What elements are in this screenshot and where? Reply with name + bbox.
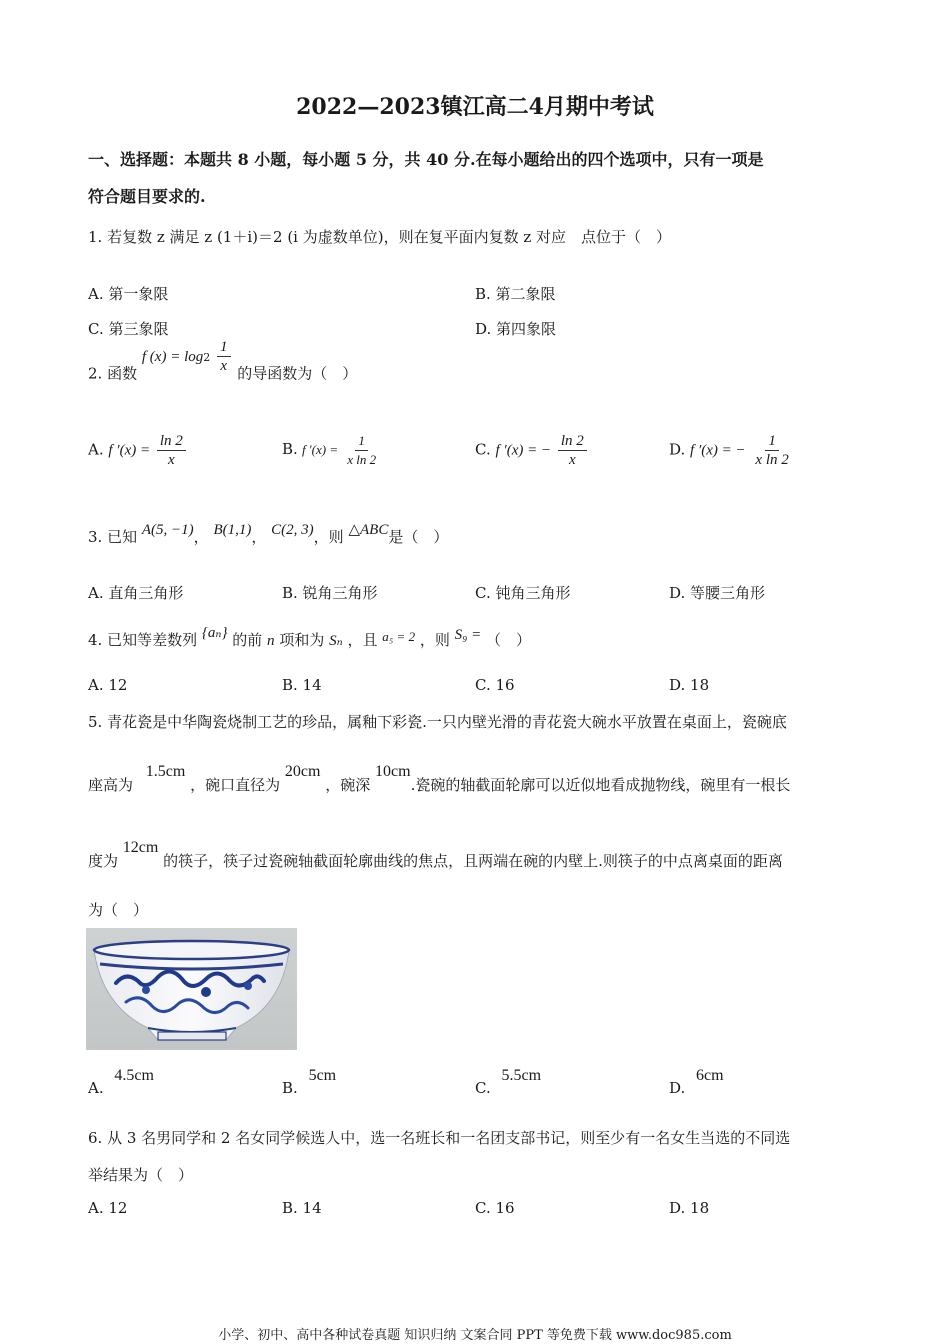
q5-option-b-value: 5cm — [308, 1067, 337, 1084]
q2-option-b-num: 1 — [355, 432, 368, 451]
q2-option-a-den: x — [168, 452, 175, 468]
q4-option-b: B. 14 — [282, 676, 322, 694]
q3-suffix: 是（ ） — [388, 528, 449, 546]
q5-text-b: ，碗口直径为 — [190, 776, 281, 794]
q2-option-c-den: x — [569, 452, 576, 468]
q2-option-a — [88, 432, 188, 469]
q1-option-b: B. 第二象限 — [475, 285, 556, 303]
q5-rim-diameter: 20cm — [284, 763, 321, 780]
q4-text-2: 项和为 — [279, 631, 325, 649]
q5-option-d — [669, 1066, 724, 1097]
q3-point-b: B(1,1) — [213, 522, 252, 538]
q3-option-a: A. 直角三角形 — [88, 584, 184, 602]
q3-option-c: C. 钝角三角形 — [475, 584, 571, 602]
q4-text-4: ，则 — [419, 631, 450, 649]
question-5-line2 — [88, 763, 791, 795]
q2-option-a-label: A. — [88, 440, 104, 459]
q2-option-d-den: x ln 2 — [755, 452, 789, 468]
question-5-line4: 为（ ） — [88, 901, 149, 919]
q3-point-c: C(2, 3) — [271, 522, 314, 538]
q2-option-d — [669, 432, 794, 469]
q5-text-f: 的筷子，筷子过瓷碗轴截面轮廓曲线的焦点，且两端在碗的内壁上.则筷子的中点离桌面的距离 — [163, 852, 783, 870]
q5-depth: 10cm — [375, 763, 411, 780]
q2-option-d-label: D. — [669, 440, 686, 459]
q4-option-d: D. 18 — [669, 676, 710, 694]
page-title: 2022—2023镇江高二4月期中考试 — [296, 94, 654, 120]
q4-sequence: {aₙ} — [201, 625, 228, 641]
q3-then: ，则 — [313, 528, 344, 546]
q6-option-d: D. 18 — [669, 1199, 710, 1217]
q4-condition: a₅ = 2 — [382, 629, 416, 644]
q3-option-b: B. 锐角三角形 — [282, 584, 378, 602]
q5-option-a — [88, 1066, 154, 1097]
question-2-stem — [88, 339, 358, 393]
bowl-icon — [86, 928, 297, 1050]
q4-option-a: A. 12 — [88, 676, 128, 694]
q5-option-d-label: D. — [669, 1079, 686, 1097]
page-footer: 小学、初中、高中各种试卷真题 知识归纳 文案合同 PPT 等免费下载 www.doc985.com — [218, 1328, 732, 1343]
q2-option-c — [475, 432, 589, 469]
q4-s9: S₉ = — [454, 627, 482, 643]
q5-text-c: ，碗深 — [325, 776, 371, 794]
section-heading-line1: 一、选择题：本题共 8 小题，每小题 5 分，共 40 分.在每小题给出的四个选项中，只有一项是 — [88, 150, 764, 169]
q6-option-b: B. 14 — [282, 1199, 322, 1217]
question-6-line2: 举结果为（ ） — [88, 1166, 194, 1184]
question-4-stem — [88, 625, 532, 650]
q3-point-a: A(5, −1) — [141, 522, 194, 538]
q4-prefix: 4. 已知等差数列 — [88, 631, 198, 649]
q3-prefix: 3. 已知 — [88, 528, 138, 546]
q5-option-c-value: 5.5cm — [501, 1067, 542, 1084]
q5-option-a-value: 4.5cm — [114, 1067, 154, 1084]
q4-text-1: 的前 — [232, 631, 263, 649]
q5-chopstick-length: 12cm — [122, 839, 159, 856]
q4-suffix: （ ） — [486, 631, 532, 649]
q4-option-c: C. 16 — [475, 676, 515, 694]
q2-option-c-lhs: f ′(x) = − — [495, 442, 552, 459]
q2-prefix: 2. 函数 — [88, 364, 138, 383]
question-6-line1: 6. 从 3 名男同学和 2 名女同学候选人中，选一名班长和一名团支部书记，则至少有一名女生当选的不同选 — [88, 1129, 791, 1147]
q2-function-fraction — [217, 338, 231, 375]
q2-fraction-denominator: x — [220, 358, 228, 374]
q5-option-a-label: A. — [88, 1079, 104, 1097]
q5-text-d: .瓷碗的轴截面轮廓可以近似地看成抛物线，碗里有一根长 — [410, 776, 791, 794]
question-5-line3 — [88, 839, 783, 871]
q3-sep-2: ， — [251, 528, 267, 546]
q2-function-lhs: f (x) = log — [141, 348, 204, 365]
q2-option-b-lhs: f ′(x) = — [301, 442, 339, 457]
q1-option-c: C. 第三象限 — [88, 320, 169, 338]
q2-option-c-num: ln 2 — [558, 432, 587, 451]
q2-suffix: 的导函数为（ ） — [237, 364, 358, 383]
question-3-stem — [88, 522, 449, 547]
q2-option-a-num: ln 2 — [157, 432, 186, 451]
q4-n: n — [267, 633, 275, 649]
q5-option-b — [282, 1066, 337, 1097]
q6-option-c: C. 16 — [475, 1199, 515, 1217]
q2-option-c-label: C. — [475, 440, 491, 459]
q5-option-b-label: B. — [282, 1079, 298, 1097]
q1-option-a: A. 第一象限 — [88, 285, 169, 303]
q2-option-b-label: B. — [282, 440, 298, 458]
section-heading-line2: 符合题目要求的. — [88, 187, 206, 206]
q6-option-a: A. 12 — [88, 1199, 128, 1217]
blue-white-porcelain-bowl-photo — [86, 928, 297, 1050]
q2-option-b — [282, 432, 381, 469]
q5-option-d-value: 6cm — [696, 1067, 724, 1084]
q5-option-c — [475, 1066, 542, 1097]
q3-option-d: D. 等腰三角形 — [669, 584, 766, 602]
q2-option-d-lhs: f ′(x) = − — [690, 442, 746, 459]
q4-text-3: ，且 — [347, 631, 378, 649]
q2-log-base: 2 — [203, 350, 211, 364]
q5-text-a: 座高为 — [88, 776, 134, 794]
question-5-line1: 5. 青花瓷是中华陶瓷烧制工艺的珍品，属釉下彩瓷.一只内壁光滑的青花瓷大碗水平放置在桌面上，瓷碗底 — [88, 713, 787, 731]
q5-option-c-label: C. — [475, 1079, 491, 1097]
q2-fraction-numerator: 1 — [217, 338, 231, 357]
q1-option-d: D. 第四象限 — [475, 320, 557, 338]
q5-base-height: 1.5cm — [145, 763, 186, 780]
q2-option-d-num: 1 — [765, 432, 779, 451]
q3-triangle: △ABC — [348, 522, 389, 538]
q5-text-e: 度为 — [88, 852, 119, 870]
question-1-stem: 1. 若复数 z 满足 z (1＋i)＝2 (i 为虚数单位)，则在复平面内复数 z 对应 点位于（ ） — [88, 228, 672, 246]
q2-option-a-lhs: f ′(x) = — [108, 442, 151, 459]
q2-option-b-den: x ln 2 — [347, 452, 377, 467]
q4-sn: Sₙ — [329, 633, 343, 649]
q3-sep-1: ， — [193, 528, 209, 546]
